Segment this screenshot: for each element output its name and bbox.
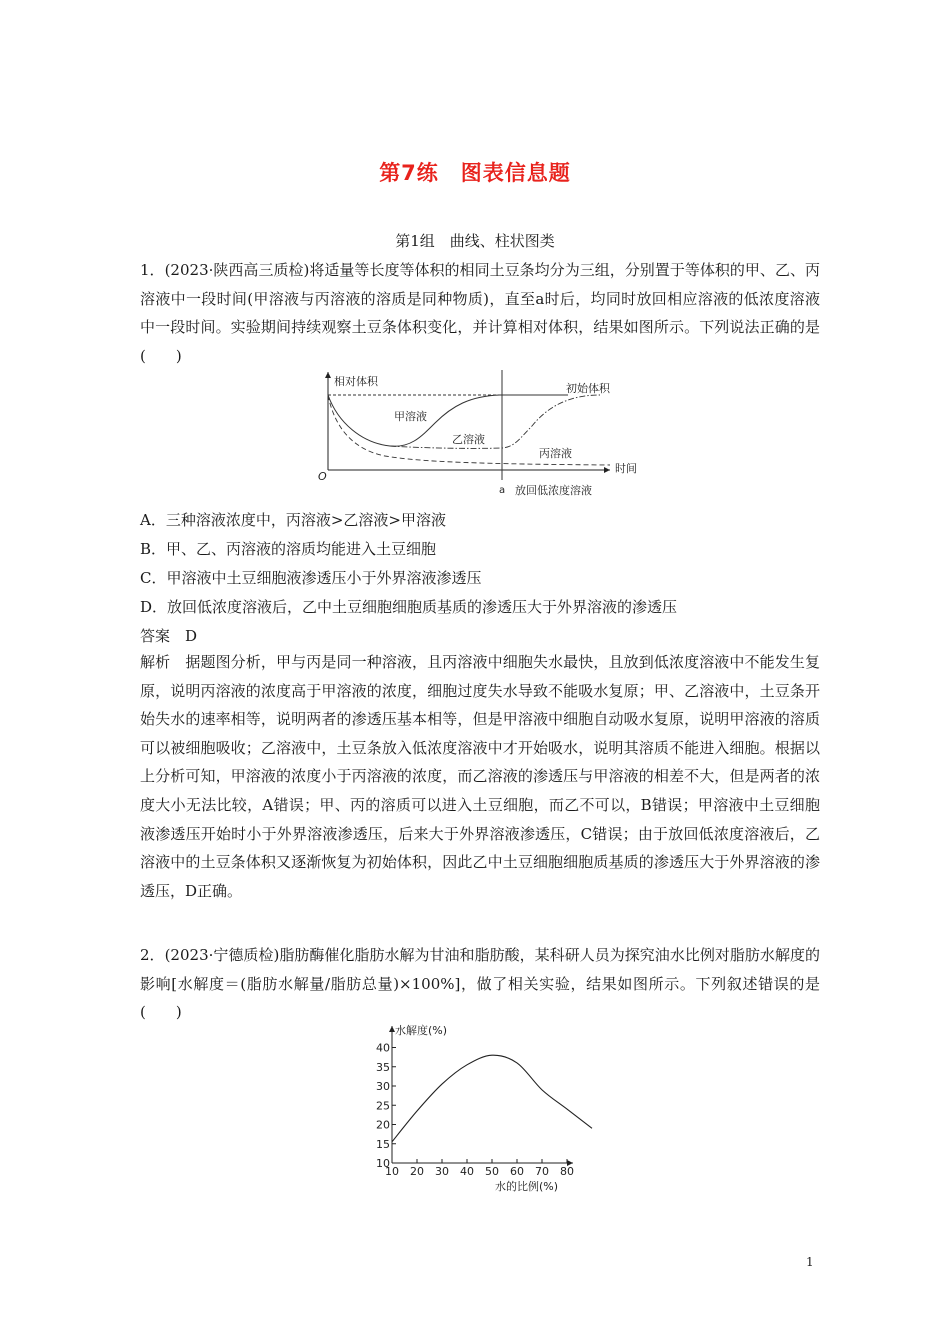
y-tick-label: 20 [376,1118,390,1132]
x-tick-label: 20 [410,1165,424,1178]
hydrolysis-chart [365,1020,595,1200]
initial-volume-label: 初始体积 [566,382,610,395]
y-tick-label: 10 [376,1157,390,1170]
marker-a-text: 放回低浓度溶液 [515,484,592,497]
page-number: 1 [806,1255,814,1269]
hydrolysis-curve [392,1055,592,1142]
option-c: C．甲溶液中土豆细胞液渗透压小于外界溶液渗透压 [140,569,482,587]
marker-a-label: a [499,485,506,496]
y-tick-label: 30 [376,1080,390,1093]
x-tick-label: 50 [485,1165,499,1178]
x-axis-label: 时间 [615,462,637,475]
curve-bing-label: 丙溶液 [539,447,572,460]
option-a: A．三种溶液浓度中，丙溶液>乙溶液>甲溶液 [140,511,446,529]
x-tick-label: 30 [435,1165,449,1178]
page-title: 第7练 图表信息题 [379,161,571,185]
x-tick-label: 40 [460,1165,474,1178]
y-axis-label: 相对体积 [334,375,378,388]
chart-x-label: 水的比例(%) [495,1180,559,1193]
x-tick-label: 10 [385,1165,399,1178]
y-tick-label: 40 [376,1041,390,1055]
origin-label: O [318,470,327,483]
section-title: 第1组 曲线、柱状图类 [395,232,555,250]
x-tick-label: 80 [560,1165,574,1178]
curve-yi-label: 乙溶液 [452,433,485,446]
y-tick-label: 35 [376,1060,390,1074]
y-tick-label: 15 [376,1137,390,1151]
y-tick-label: 25 [376,1099,390,1113]
curve-jia-label: 甲溶液 [394,410,427,423]
figure-1 [310,368,650,503]
option-b: B．甲、乙、丙溶液的溶质均能进入土豆细胞 [140,540,437,558]
x-tick-label: 60 [510,1165,524,1178]
question-2-stem: 2．(2023·宁德质检)脂肪酶催化脂肪水解为甘油和脂肪酸，某科研人员为探究油水比例对脂肪水解度的影响[水解度＝(脂肪水解量/脂肪总量)×100%]，做了相关实验，结果如图所示。下列叙述错误的是( ) [140,946,820,1022]
analysis: 解析 据题图分析，甲与丙是同一种溶液，且丙溶液中细胞失水最快，且放到低浓度溶液中不能发生复原，说明丙溶液的浓度高于甲溶液的浓度，细胞过度失水导致不能吸水复原；甲、乙溶液中，土豆条开始失水的速率相等，说明两者的渗透压基本相等，但是甲溶液中细胞自动吸水复原，说明甲溶液的溶质可以被细胞吸收；乙溶液中，土豆条放入低浓度溶液中才开始吸水，说明其溶质不能进入细胞。根据以上分析可知，甲溶液的浓度小于丙溶液的浓度，而乙溶液的渗透压与甲溶液的相差不大，但是两者的浓度大小无法比较，A错误；甲、丙的溶质可以进入土豆细胞，而乙不可以，B错误；甲溶液中土豆细胞液渗透压开始时小于外界溶液渗透压，后来大于外界溶液渗透压，C错误；由于放回低浓度溶液后，乙溶液中的土豆条体积又逐渐恢复为初始体积，因此乙中土豆细胞细胞质基质的渗透压大于外界溶液的渗透压，D正确。 [140,653,820,900]
x-tick-label: 70 [535,1165,549,1178]
option-d: D．放回低浓度溶液后，乙中土豆细胞细胞质基质的渗透压大于外界溶液的渗透压 [140,598,678,616]
question-1-stem: 1．(2023·陕西高三质检)将适量等长度等体积的相同土豆条均分为三组，分别置于等体积的甲、乙、丙溶液中一段时间(甲溶液与丙溶液的溶质是同种物质)，直至a时后，均同时放回相应溶液的低浓度溶液中一段时间。实验期间持续观察土豆条体积变化，并计算相对体积，结果如图所示。下列说法正确的是( ) [140,261,820,365]
answer: 答案 D [140,627,198,645]
chart-y-label: 水解度(%) [395,1024,448,1037]
